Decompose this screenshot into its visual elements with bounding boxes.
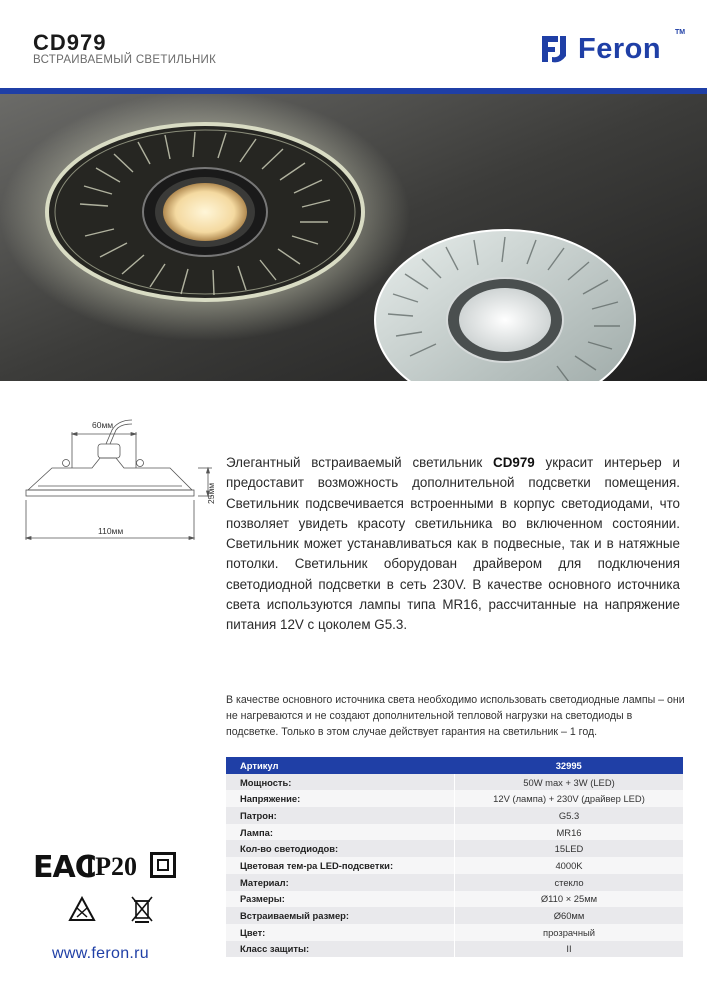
spec-value: прозрачный	[455, 924, 684, 941]
spec-row	[226, 924, 683, 941]
website-link[interactable]: www.feron.ru	[52, 945, 149, 962]
spec-value: 50W max + 3W (LED)	[455, 774, 684, 791]
spec-key: Материал:	[226, 874, 455, 891]
page-header	[0, 0, 707, 88]
spec-key: Лампа:	[226, 824, 455, 841]
trademark-sign: TM	[675, 29, 686, 36]
spec-value: G5.3	[455, 807, 684, 824]
spec-row	[226, 790, 683, 807]
spec-row	[226, 774, 683, 791]
spec-value: II	[455, 941, 684, 958]
description-body: украсит интерьер и предоставит возможность дополнительной подсветки помещения. Светильник подсвечивается встроенными в корпус светодиодами, что позволяет увидеть красоту светильника во включенном состоянии. Светильник может устанавливаться как в подвесные, так и в натяжные потолки. Светильник оборудован драйвером для подключения светодиодной подсветки в сеть 230V. В качестве основного источника света используются лампы типа MR16, рассчитанные на напряжение питания 12V с цоколем G5.3.	[226, 455, 680, 633]
hazard-warning-icon	[68, 896, 96, 922]
spec-value: Ø110 × 25мм	[455, 891, 684, 908]
description-model: CD979	[493, 455, 535, 470]
dimension-diagram	[20, 408, 220, 548]
spec-value: 4000K	[455, 857, 684, 874]
spec-key: Мощность:	[226, 774, 455, 791]
spec-table	[226, 757, 683, 957]
spec-row	[226, 857, 683, 874]
spec-value: стекло	[455, 874, 684, 891]
luminaire-illustration	[0, 94, 707, 381]
logo-wordmark: Feron	[578, 33, 662, 65]
double-insulation-icon	[150, 852, 176, 878]
spec-key: Напряжение:	[226, 790, 455, 807]
dim-width-top: 60мм	[92, 420, 114, 430]
certification-marks	[33, 850, 193, 945]
eac-mark: EAC	[33, 850, 96, 885]
weee-bin-icon	[129, 894, 155, 924]
spec-row	[226, 824, 683, 841]
product-photo	[0, 94, 707, 381]
spec-row	[226, 807, 683, 824]
dim-width-bottom: 110мм	[98, 526, 124, 536]
dimension-drawing	[20, 408, 220, 548]
spec-key: Кол-во светодиодов:	[226, 840, 455, 857]
feron-logo-icon	[540, 32, 574, 66]
warranty-note: В качестве основного источника света необходимо использовать светодиодные лампы – они не нагреваются и не создают дополнительной тепловой нагрузки на светодиоды в подсветке. Только в этом случае действует гарантия на светильник – 1 год.	[226, 694, 685, 738]
spec-row	[226, 907, 683, 924]
spec-key: Класс защиты:	[226, 941, 455, 958]
spec-value: 12V (лампа) + 230V (драйвер LED)	[455, 790, 684, 807]
spec-row	[226, 891, 683, 908]
spec-row	[226, 941, 683, 958]
spec-value: 15LED	[455, 840, 684, 857]
spec-key: Встраиваемый размер:	[226, 907, 455, 924]
spec-header-key: Артикул	[226, 757, 455, 774]
model-title: CD979	[33, 30, 107, 55]
feron-logo	[540, 29, 690, 72]
ip-rating: IP20	[85, 852, 137, 881]
spec-key: Размеры:	[226, 891, 455, 908]
spec-row	[226, 874, 683, 891]
spec-key: Цветовая тем-ра LED-подсветки:	[226, 857, 455, 874]
spec-value: MR16	[455, 824, 684, 841]
spec-key: Цвет:	[226, 924, 455, 941]
dim-height: 25мм	[206, 482, 216, 504]
spec-value: Ø60мм	[455, 907, 684, 924]
product-description	[226, 453, 680, 636]
spec-header-row	[226, 757, 683, 774]
description-intro: Элегантный встраиваемый светильник	[226, 455, 494, 470]
spec-header-value: 32995	[455, 757, 684, 774]
spec-row	[226, 840, 683, 857]
spec-key: Патрон:	[226, 807, 455, 824]
product-subtitle: ВСТРАИВАЕМЫЙ СВЕТИЛЬНИК	[33, 54, 217, 66]
